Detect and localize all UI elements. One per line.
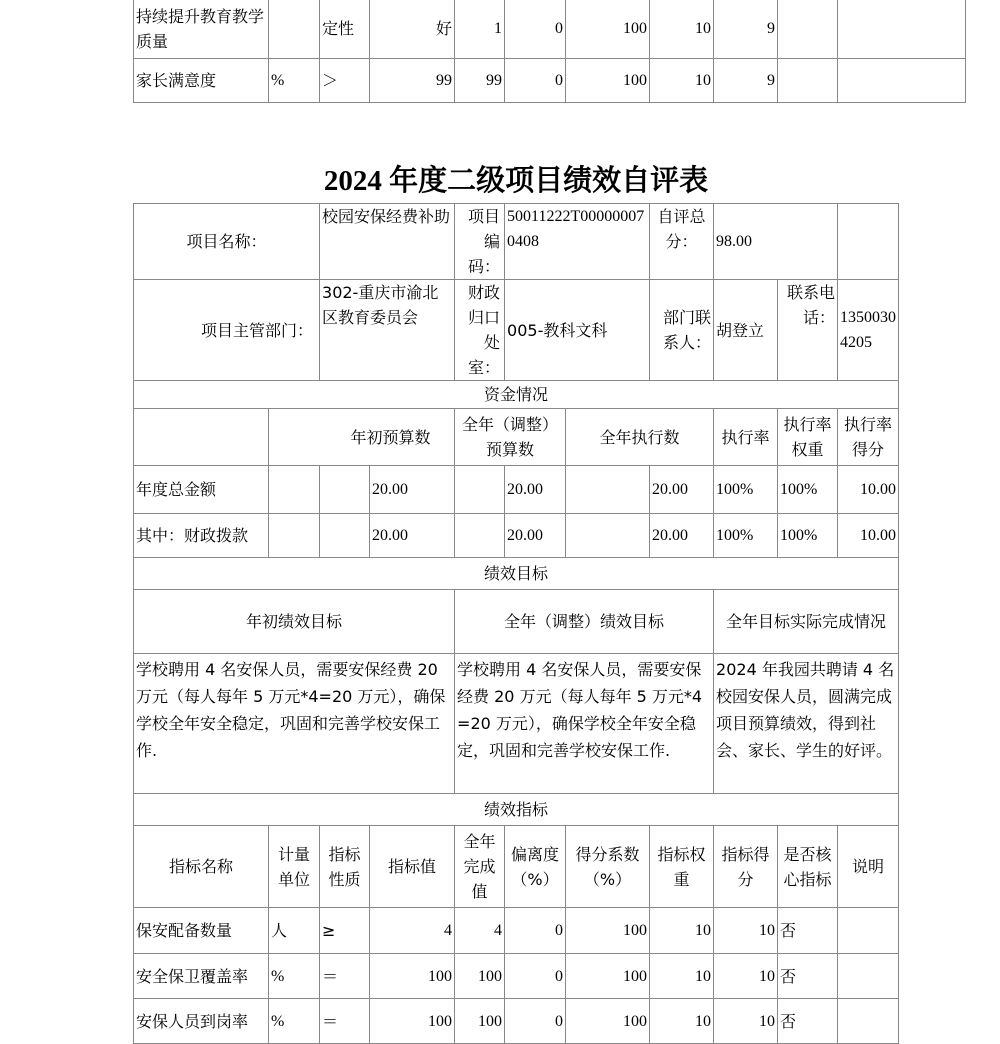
funds-label: 年度总金额 [134,466,269,514]
evaluation-table [133,203,899,1044]
indicator-score: 9 [714,59,778,103]
header-deviation: 偏离度（%） [505,826,566,908]
funds-label: 其中：财政拨款 [134,514,269,558]
indicator-nature: ＝ [320,954,370,999]
phone-label: 联系电话： [778,280,838,381]
indicator-note [838,999,899,1044]
header-nature: 指标性质 [320,826,370,908]
header-adjusted-goal: 全年（调整）绩效目标 [455,590,714,654]
funds-header-row [134,409,899,466]
funds-adjusted: 20.00 [505,466,566,514]
indicator-core: 否 [778,954,838,999]
indicator-score: 9 [714,0,778,59]
funds-budget: 20.00 [370,466,455,514]
funds-rate: 100% [714,466,778,514]
indicator-deviation: 0 [505,59,566,103]
indicator-coef: 100 [566,0,650,59]
dept-value: 302-重庆市渝北区教育委员会 [320,280,455,381]
indicator-deviation: 0 [505,908,566,954]
phone-value: 13500304205 [838,280,899,381]
indicator-actual: 1 [455,0,505,59]
blank-cell [455,466,505,514]
page-title: 2024 年度二级项目绩效自评表 [323,165,709,197]
project-code-value: 50011222T000000070408 [505,204,650,280]
project-code-label: 项目编码： [455,204,505,280]
indicator-score: 10 [714,908,778,954]
indicator-core: 否 [778,999,838,1044]
blank-cell [455,514,505,558]
indicator-unit: 人 [269,908,320,954]
indicator-coef: 100 [566,59,650,103]
indicator-deviation: 0 [505,954,566,999]
table-row [134,954,899,999]
indicator-name: 安全保卫覆盖率 [134,954,269,999]
indicator-coef: 100 [566,954,650,999]
indicator-coef: 100 [566,999,650,1044]
funds-adjusted: 20.00 [505,514,566,558]
self-score-value: 98.00 [714,204,838,280]
goals-section-row [134,558,899,590]
indicator-nature: ＞ [320,59,370,103]
contact-label: 部门联系人： [650,280,714,381]
indicator-unit: % [269,954,320,999]
initial-goal-text: 学校聘用 4 名安保人员，需要安保经费 20 万元（每人每年 5 万元*4=20 万元），确保学校全年安全稳定，巩固和完善学校安保工作. [134,654,455,794]
indicator-name: 家长满意度 [134,59,269,103]
indicator-weight: 10 [650,908,714,954]
funds-rate: 100% [714,514,778,558]
indicator-deviation: 0 [505,999,566,1044]
table-row [134,59,966,103]
indicator-target: 99 [370,59,455,103]
indicator-target: 100 [370,954,455,999]
funds-section-title: 资金情况 [134,381,899,409]
indicator-core [778,0,838,59]
indicator-note [838,0,966,59]
indicator-deviation: 0 [505,0,566,59]
header-indicator-name: 指标名称 [134,826,269,908]
header-rate: 执行率 [714,409,778,466]
indicator-score: 10 [714,999,778,1044]
header-coef: 得分系数（%） [566,826,650,908]
indicator-target: 好 [370,0,455,59]
funds-score: 10.00 [838,466,899,514]
info-row-dept [134,280,899,381]
blank-cell [320,466,370,514]
goals-content-row [134,654,899,794]
header-note: 说明 [838,826,899,908]
header-adjusted: 全年（调整）预算数 [455,409,566,466]
header-score: 指标得分 [714,826,778,908]
funds-weight: 100% [778,466,838,514]
indicator-name: 保安配备数量 [134,908,269,954]
indicator-nature: ≥ [320,908,370,954]
indicator-unit: % [269,59,320,103]
header-rate-score: 执行率得分 [838,409,899,466]
finance-value: 005-教科文科 [505,280,650,381]
indicator-actual: 100 [455,954,505,999]
funds-budget: 20.00 [370,514,455,558]
header-rate-weight: 执行率权重 [778,409,838,466]
indicator-note [838,908,899,954]
header-core: 是否核心指标 [778,826,838,908]
indicator-core [778,59,838,103]
indicator-weight: 10 [650,0,714,59]
actual-goal-text: 2024 年我园共聘请 4 名校园安保人员，圆满完成项目预算绩效，得到社会、家长、学生的好评。 [714,654,899,794]
funds-weight: 100% [778,514,838,558]
header-actual-goal: 全年目标实际完成情况 [714,590,899,654]
blank-cell [566,514,650,558]
contact-value: 胡登立 [714,280,778,381]
indicators-section-row [134,794,899,826]
project-name-label: 项目名称： [134,204,320,280]
project-name-value: 校园安保经费补助 [320,204,455,280]
header-unit: 计量单位 [269,826,320,908]
table-row [134,999,899,1044]
header-target: 指标值 [370,826,455,908]
info-row-project [134,204,899,280]
adjusted-goal-text: 学校聘用 4 名安保人员，需要安保经费 20 万元（每人每年 5 万元*4=20 万元），确保学校全年安全稳定，巩固和完善学校安保工作. [455,654,714,794]
indicators-header-row [134,826,899,908]
indicator-actual: 100 [455,999,505,1044]
indicator-unit: % [269,999,320,1044]
goals-section-title: 绩效目标 [134,558,899,590]
indicator-weight: 10 [650,954,714,999]
indicator-target: 100 [370,999,455,1044]
blank-cell [838,204,899,280]
dept-label: 项目主管部门： [134,280,320,381]
indicator-unit [269,0,320,59]
finance-label: 财政归口处室： [455,280,505,381]
indicator-nature: 定性 [320,0,370,59]
indicators-section-title: 绩效指标 [134,794,899,826]
funds-score: 10.00 [838,514,899,558]
blank-cell [269,466,320,514]
indicator-score: 10 [714,954,778,999]
funds-row [134,514,899,558]
table-row [134,0,966,59]
blank-cell [566,466,650,514]
indicator-target: 4 [370,908,455,954]
blank-cell [269,514,320,558]
indicator-nature: ＝ [320,999,370,1044]
indicator-core: 否 [778,908,838,954]
blank-cell [134,409,269,466]
indicator-weight: 10 [650,59,714,103]
header-budget: 年初预算数 [269,409,455,466]
header-executed: 全年执行数 [566,409,714,466]
goals-header-row [134,590,899,654]
previous-indicator-table [133,0,966,103]
blank-cell [320,514,370,558]
indicator-actual: 4 [455,908,505,954]
header-weight: 指标权重 [650,826,714,908]
funds-row [134,466,899,514]
indicator-coef: 100 [566,908,650,954]
indicator-name: 持续提升教育教学质量 [134,0,269,59]
self-score-label: 自评总分： [650,204,714,280]
indicator-weight: 10 [650,999,714,1044]
funds-executed: 20.00 [650,466,714,514]
indicator-actual: 99 [455,59,505,103]
header-initial-goal: 年初绩效目标 [134,590,455,654]
funds-executed: 20.00 [650,514,714,558]
indicator-note [838,59,966,103]
funds-section-row [134,381,899,409]
indicator-note [838,954,899,999]
indicator-name: 安保人员到岗率 [134,999,269,1044]
table-row [134,908,899,954]
header-actual: 全年完成值 [455,826,505,908]
